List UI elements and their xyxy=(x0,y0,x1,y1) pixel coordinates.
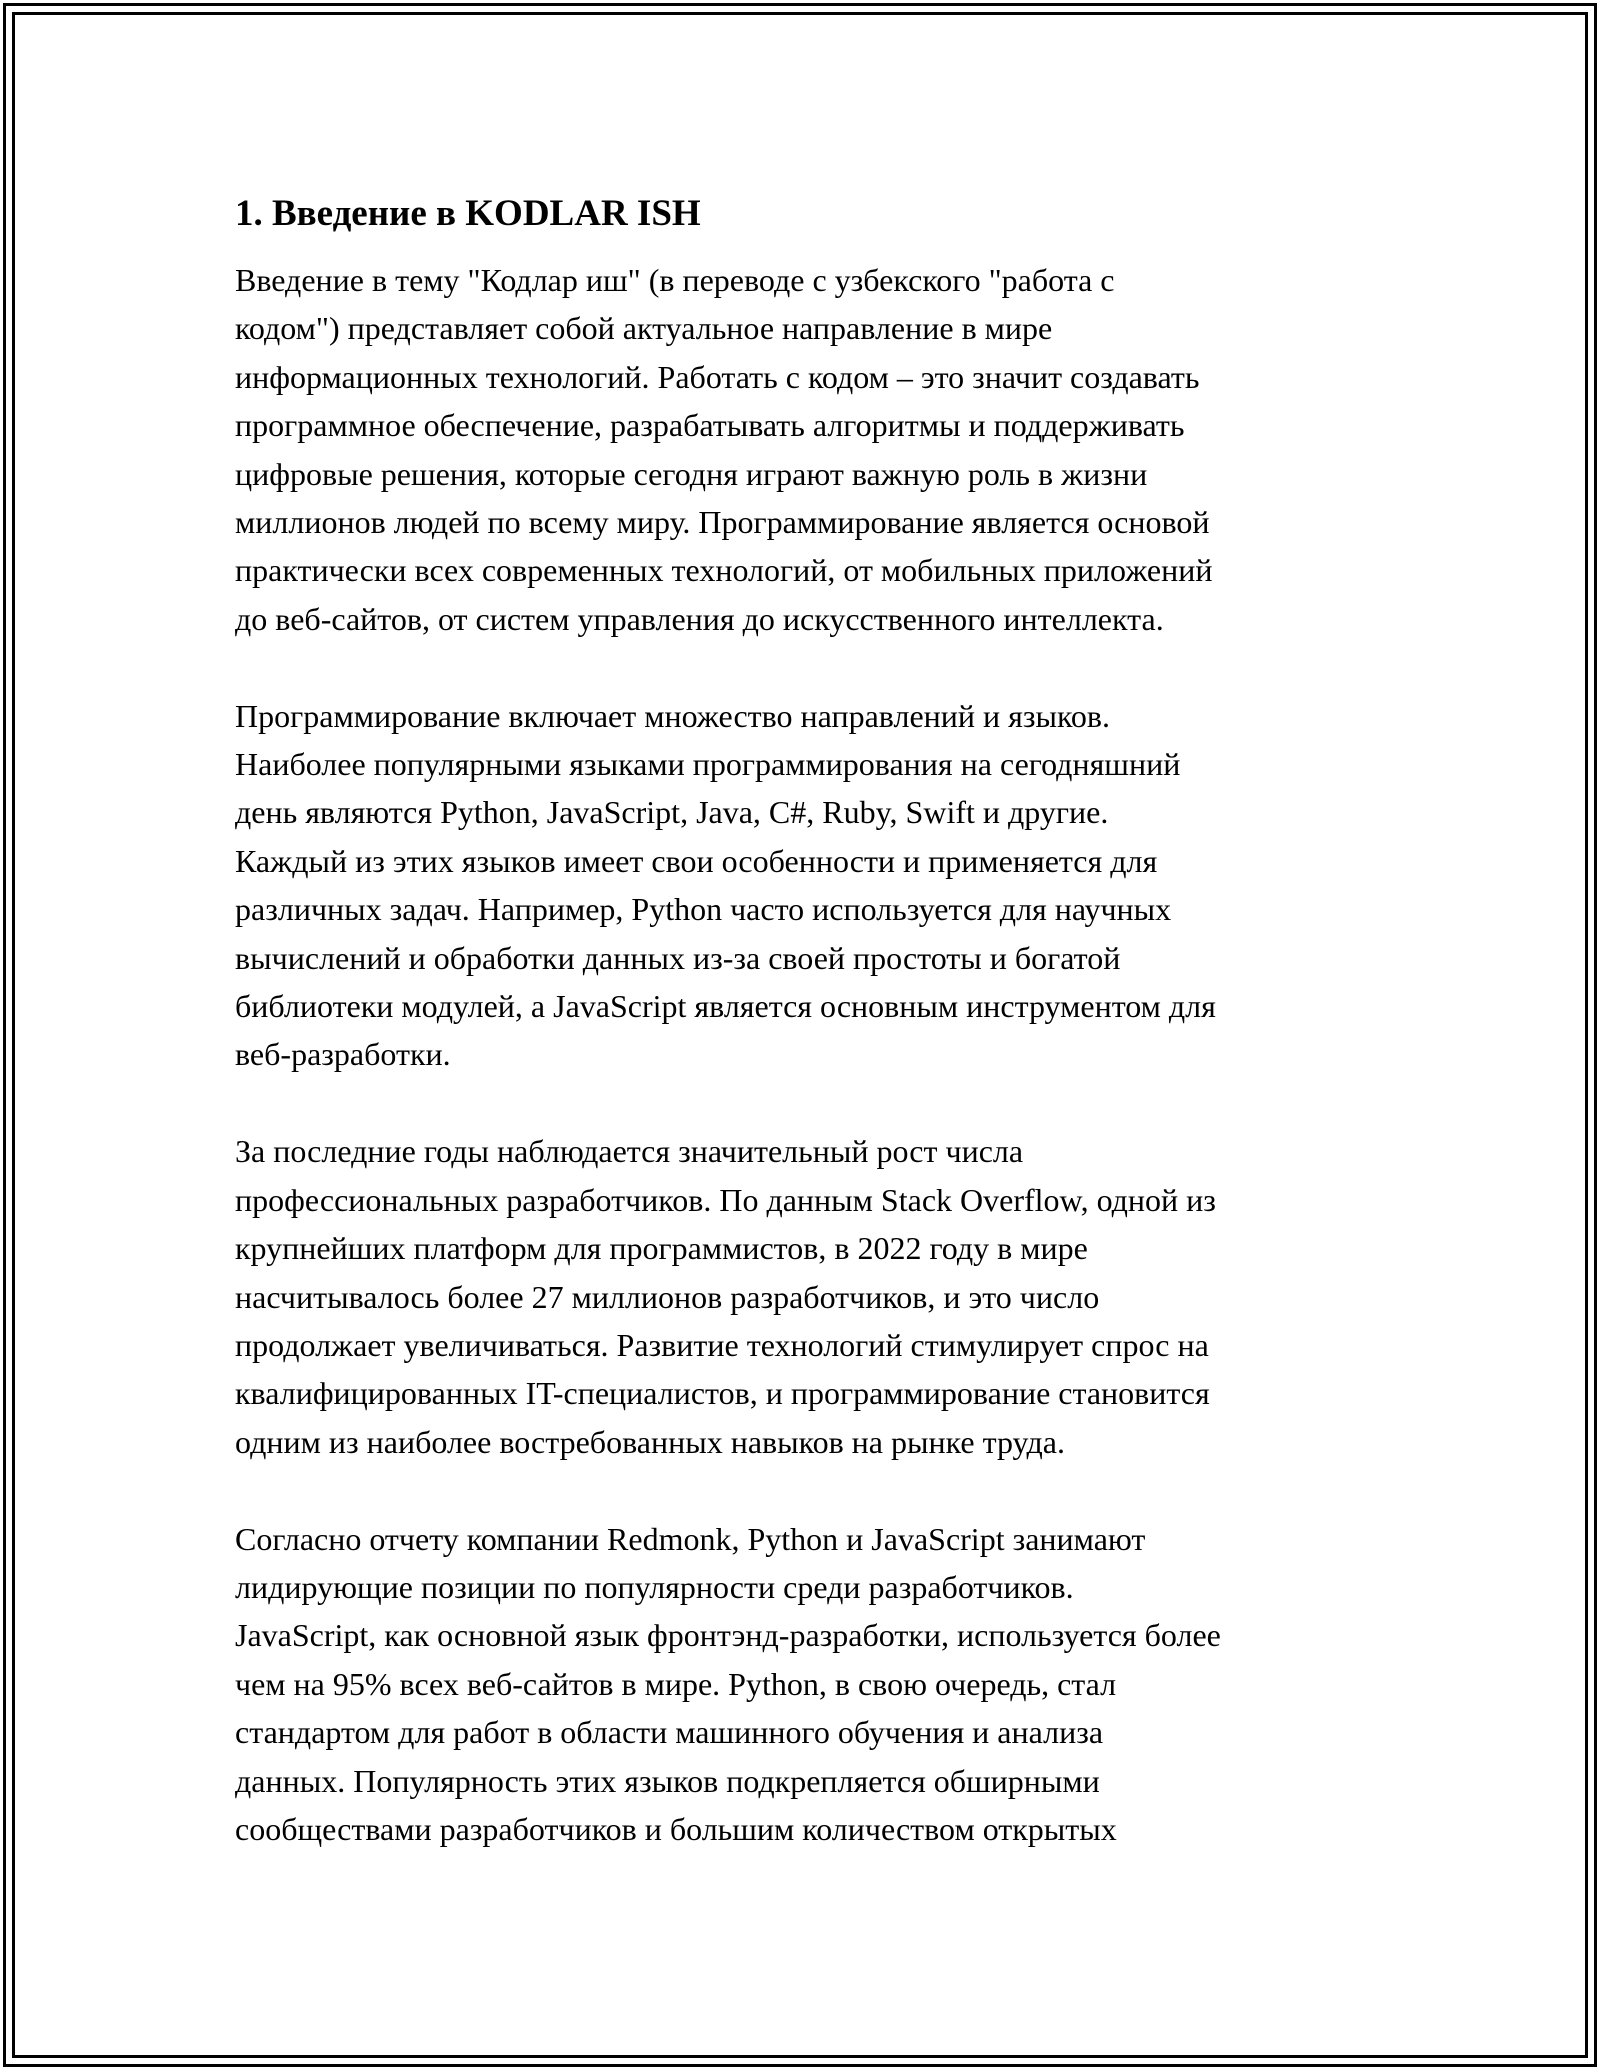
text-line: насчитывалось более 27 миллионов разработчиков, и это число xyxy=(235,1278,1100,1315)
text-line: до веб-сайтов, от систем управления до искусственного интеллекта. xyxy=(235,600,1164,637)
text-line: вычислений и обработки данных из-за своей простоты и богатой xyxy=(235,939,1121,976)
text-line: квалифицированных IT-специалистов, и программирование становится xyxy=(235,1375,1210,1412)
paragraph-2 xyxy=(235,692,1375,1079)
text-line: кодом") представляет собой актуальное направление в мире xyxy=(235,310,1053,347)
text-line: Программирование включает множество направлений и языков. xyxy=(235,697,1111,734)
text-line: чем на 95% всех веб-сайтов в мире. Python, в свою очередь, стал xyxy=(235,1665,1117,1702)
paragraph-1 xyxy=(235,256,1375,643)
text-line: различных задач. Например, Python часто используется для научных xyxy=(235,891,1172,928)
document-body xyxy=(235,186,1375,1902)
text-line: миллионов людей по всему миру. Программирование является основой xyxy=(235,504,1210,541)
text-line: продолжает увеличиваться. Развитие технологий стимулирует спрос на xyxy=(235,1326,1209,1363)
text-line: Каждый из этих языков имеет свои особенности и применяется для xyxy=(235,842,1158,879)
text-line: Введение в тему "Кодлар иш" (в переводе с узбекского "работа с xyxy=(235,262,1115,298)
text-line: сообществами разработчиков и большим количеством открытых xyxy=(235,1810,1117,1847)
text-line: JavaScript, как основной язык фронтэнд-разработки, используется более xyxy=(235,1617,1221,1654)
text-line: практически всех современных технологий, от мобильных приложений xyxy=(235,552,1213,589)
text-line: профессиональных разработчиков. По данным Stack Overflow, одной из xyxy=(235,1181,1216,1218)
text-line: За последние годы наблюдается значительный рост числа xyxy=(235,1133,1024,1170)
text-line: библиотеки модулей, а JavaScript является основным инструментом для xyxy=(235,988,1216,1025)
text-line: лидирующие позиции по популярности среди разработчиков. xyxy=(235,1568,1074,1605)
text-line: крупнейших платформ для программистов, в 2022 году в мире xyxy=(235,1230,1088,1267)
text-line: день являются Python, JavaScript, Java, C#, Ruby, Swift и другие. xyxy=(235,794,1109,831)
text-line: данных. Популярность этих языков подкрепляется обширными xyxy=(235,1762,1100,1799)
text-line: веб-разработки. xyxy=(235,1036,451,1073)
text-line: Наиболее популярными языками программирования на сегодняшний xyxy=(235,746,1181,783)
text-line: информационных технологий. Работать с кодом – это значит создавать xyxy=(235,358,1200,395)
text-line: Согласно отчету компании Redmonk, Python и JavaScript занимают xyxy=(235,1520,1146,1557)
text-line: программное обеспечение, разрабатывать алгоритмы и поддерживать xyxy=(235,407,1185,444)
paragraph-4 xyxy=(235,1515,1375,1854)
paragraph-3 xyxy=(235,1127,1375,1466)
section-heading: 1. Введение в KODLAR ISH xyxy=(235,193,701,234)
text-line: стандартом для работ в области машинного обучения и анализа xyxy=(235,1714,1104,1751)
text-line: цифровые решения, которые сегодня играют важную роль в жизни xyxy=(235,455,1148,492)
text-line: одним из наиболее востребованных навыков на рынке труда. xyxy=(235,1423,1065,1460)
